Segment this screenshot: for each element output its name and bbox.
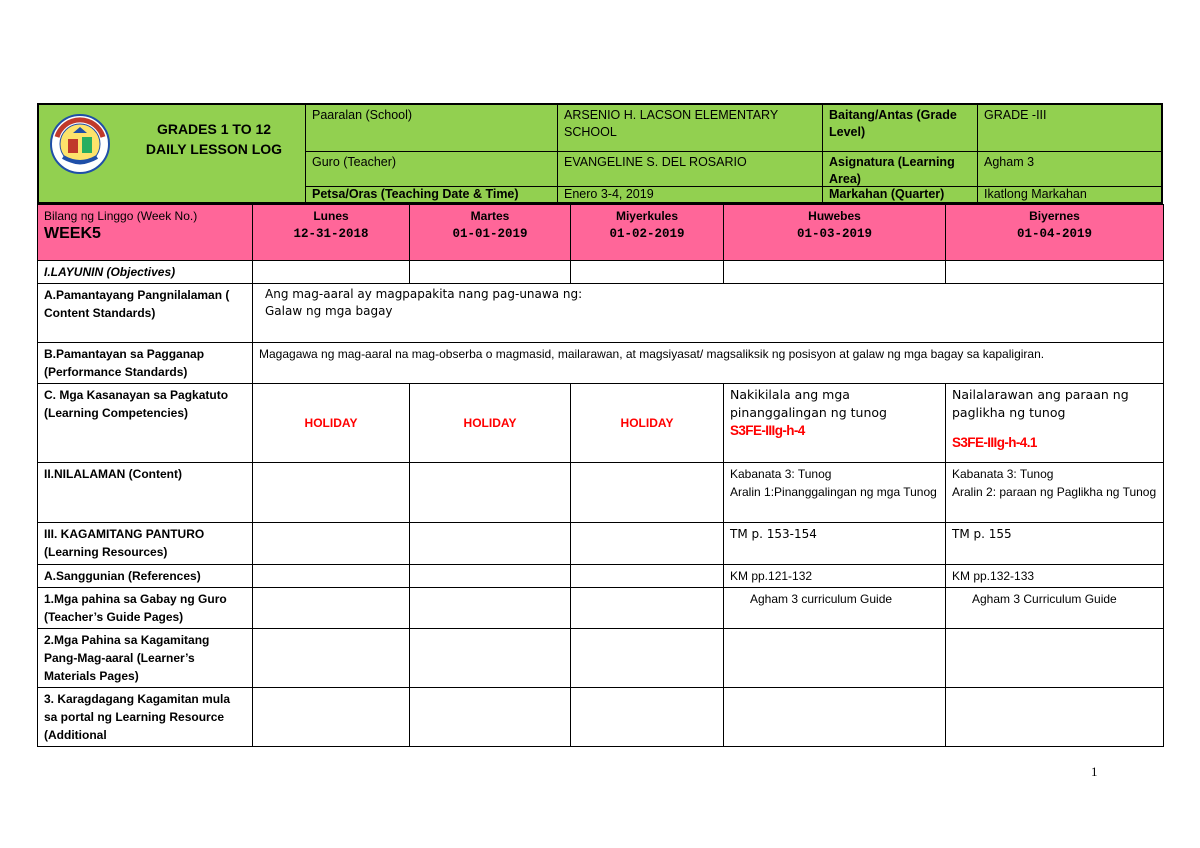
log-title-line1: GRADES 1 TO 12: [156, 121, 272, 137]
empty-cell: [571, 688, 724, 747]
empty-cell: [410, 688, 571, 747]
performance-label: B.Pamantayan sa Pagganap (Performance Standards): [38, 343, 253, 384]
day-name: Huwebes: [808, 209, 861, 223]
thu-code: S3FE-IIIg-h-4: [730, 423, 805, 438]
resources-row: [38, 523, 1164, 565]
performance-value: Magagawa ng mag-aaral na mag-obserba o magmasid, mailarawan, at magsiyasat/ magsaliksik ng posisyon at galaw ng mga bagay sa kapaligiran.: [253, 343, 1164, 384]
empty-cell: [410, 463, 571, 523]
empty-cell: [571, 588, 724, 629]
holiday-wed: HOLIDAY: [571, 384, 724, 463]
fri-resources: TM p. 155: [946, 523, 1164, 565]
teacher-guide-row: [38, 588, 1164, 629]
empty-cell: [571, 523, 724, 565]
day-date: 01-02-2019: [609, 227, 685, 241]
empty-cell: [571, 629, 724, 688]
day-name: Miyerkules: [615, 209, 679, 223]
empty-cell: [253, 629, 410, 688]
performance-row: [38, 343, 1164, 384]
week-row: [38, 205, 1164, 261]
content-label: II.NILALAMAN (Content): [38, 463, 253, 523]
grade-label: Baitang/Antas (Grade Level): [823, 105, 978, 152]
learner-materials-row: [38, 629, 1164, 688]
empty-cell: [571, 463, 724, 523]
day-cell-mon: [253, 205, 410, 261]
grade-value: GRADE -III: [978, 105, 1161, 152]
week-cell: [38, 205, 253, 261]
empty-cell: [253, 565, 410, 588]
thu-content-line1: Kabanata 3: Tunog: [730, 467, 832, 481]
fri-content-cell: [946, 463, 1164, 523]
empty-cell: [410, 588, 571, 629]
additional-materials-row: [38, 688, 1164, 747]
empty-cell: [253, 261, 410, 284]
content-row: [38, 463, 1164, 523]
school-logo-icon: [49, 113, 111, 175]
day-cell-tue: [410, 205, 571, 261]
fri-teacher-guide: Agham 3 Curriculum Guide: [946, 588, 1164, 629]
date-value: Enero 3-4, 2019: [558, 187, 823, 202]
subject-value: Agham 3: [978, 152, 1161, 187]
quarter-label: Markahan (Quarter): [823, 187, 978, 202]
holiday-tue: HOLIDAY: [410, 384, 571, 463]
thu-references: KM pp.121-132: [724, 565, 946, 588]
empty-cell: [410, 565, 571, 588]
empty-cell: [253, 523, 410, 565]
lesson-log-table: [37, 204, 1164, 747]
empty-cell: [724, 688, 946, 747]
quarter-value: Ikatlong Markahan: [984, 187, 1087, 201]
competencies-label: C. Mga Kasanayan sa Pagkatuto (Learning Competencies): [38, 384, 253, 463]
empty-cell: [724, 261, 946, 284]
content-standards-row: [38, 284, 1164, 343]
empty-cell: [253, 688, 410, 747]
objectives-row: [38, 261, 1164, 284]
fri-competency: Nailalarawan ang paraan ng paglikha ng tunog: [952, 387, 1129, 420]
day-name: Biyernes: [1029, 209, 1080, 223]
fri-content-line1: Kabanata 3: Tunog: [952, 467, 1054, 481]
empty-cell: [410, 261, 571, 284]
resources-label: III. KAGAMITANG PANTURO (Learning Resources): [38, 523, 253, 565]
week-label: Bilang ng Linggo (Week No.): [44, 209, 198, 223]
logo-cell: [39, 105, 306, 202]
fri-code: S3FE-IIIg-h-4.1: [952, 435, 1037, 450]
empty-cell: [253, 463, 410, 523]
date-label: Petsa/Oras (Teaching Date & Time): [306, 187, 558, 202]
day-cell-wed: [571, 205, 724, 261]
empty-cell: [571, 565, 724, 588]
thu-resources: TM p. 153-154: [724, 523, 946, 565]
references-label: A.Sanggunian (References): [38, 565, 253, 588]
empty-cell: [410, 629, 571, 688]
learner-materials-label: 2.Mga Pahina sa Kagamitang Pang-Mag-aaral (Learner’s Materials Pages): [38, 629, 253, 688]
content-standards-line1: Ang mag-aaral ay magpapakita nang pag-unawa ng:: [265, 287, 583, 301]
content-standards-value: [253, 284, 1164, 343]
teacher-label: Guro (Teacher): [306, 152, 558, 187]
empty-cell: [253, 588, 410, 629]
school-value: ARSENIO H. LACSON ELEMENTARY SCHOOL: [558, 105, 823, 152]
day-name: Lunes: [313, 209, 349, 223]
holiday-mon: HOLIDAY: [253, 384, 410, 463]
competencies-row: [38, 384, 1164, 463]
thu-competency: Nakikilala ang mga pinanggalingan ng tunog: [730, 387, 887, 420]
day-date: 12-31-2018: [293, 227, 369, 241]
additional-materials-label: 3. Karagdagang Kagamitan mula sa portal ng Learning Resource (Additional: [38, 688, 253, 747]
empty-cell: [571, 261, 724, 284]
empty-cell: [946, 688, 1164, 747]
log-title: [134, 119, 294, 159]
teacher-value: EVANGELINE S. DEL ROSARIO: [558, 152, 823, 187]
day-date: 01-03-2019: [796, 227, 872, 241]
content-standards-label: A.Pamantayang Pangnilalaman ( Content Standards): [38, 284, 253, 343]
thu-content-cell: [724, 463, 946, 523]
day-cell-thu: [724, 205, 946, 261]
day-name: Martes: [470, 209, 510, 223]
empty-cell: [946, 261, 1164, 284]
thu-teacher-guide: Agham 3 curriculum Guide: [724, 588, 946, 629]
fri-references: KM pp.132-133: [946, 565, 1164, 588]
thu-content-line2: Aralin 1:Pinanggalingan ng mga Tunog: [730, 485, 937, 499]
references-row: [38, 565, 1164, 588]
subject-label: Asignatura (Learning Area): [823, 152, 978, 187]
day-cell-fri: [946, 205, 1164, 261]
fri-content-line2: Aralin 2: paraan ng Paglikha ng Tunog: [952, 485, 1157, 499]
day-date: 01-04-2019: [1016, 227, 1092, 241]
day-date: 01-01-2019: [452, 227, 528, 241]
content-standards-line2: Galaw ng mga bagay: [265, 304, 393, 318]
thu-competency-cell: [724, 384, 946, 463]
empty-cell: [946, 629, 1164, 688]
empty-cell: [724, 629, 946, 688]
fri-competency-cell: [946, 384, 1164, 463]
objectives-label: I.LAYUNIN (Objectives): [38, 261, 253, 284]
week-value: WEEK5: [44, 225, 101, 242]
header-block: [37, 103, 1163, 204]
empty-cell: [410, 523, 571, 565]
log-title-line2: DAILY LESSON LOG: [145, 141, 283, 157]
teacher-guide-label: 1.Mga pahina sa Gabay ng Guro (Teacher’s Guide Pages): [38, 588, 253, 629]
school-label: Paaralan (School): [306, 105, 558, 152]
page-number: 1: [1091, 764, 1098, 779]
